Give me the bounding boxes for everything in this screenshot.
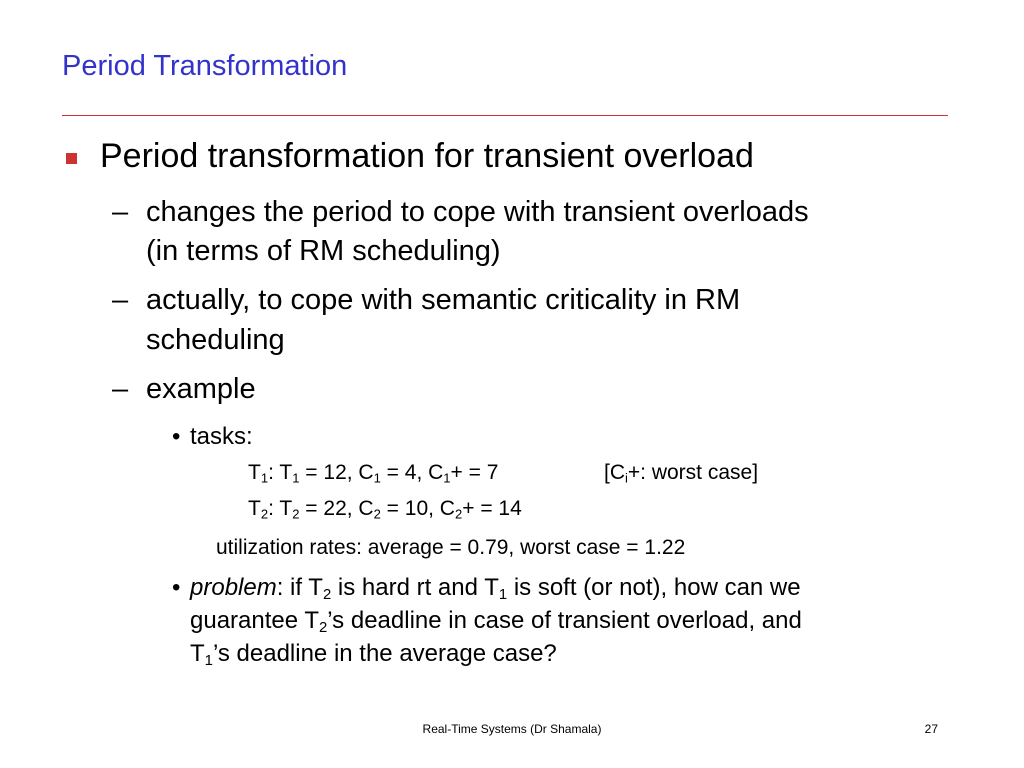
dash-marker: –: [112, 373, 129, 405]
dot-bullet-icon: •: [172, 423, 181, 450]
task-1-line: $T_1$: $T_1 = 12$, $C_1 = 4$, $C_1+ = 7$: [248, 461, 499, 486]
problem-line-3: $T_1’s$ deadline in the average case?: [190, 640, 557, 670]
footer-text: Real-Time Systems (Dr Shamala): [422, 722, 602, 736]
dot-bullet-icon: •: [172, 574, 181, 601]
sub-bullet-2-line-1: actually, to cope with semantic criticality in RM: [146, 284, 741, 316]
task-2-line: $T_2$: $T_2 = 22$, $C_2 = 10$, $C_2+ = 14$: [248, 497, 522, 522]
worst-case-note: [$C_i+$: worst case]: [604, 461, 759, 486]
bullet-main: Period transformation for transient overload: [100, 137, 754, 175]
problem-line-1: problem: if $T_2$ is hard rt and $T_1$ is soft (or not), how can we: [190, 574, 801, 604]
page-number: 27: [924, 722, 938, 736]
sub-bullet-3-line-1: example: [146, 373, 256, 405]
sub-bullet-2-line-2: scheduling: [146, 324, 285, 356]
utilization-line: utilization rates: average = 0.79, worst case = 1.22: [216, 536, 686, 559]
square-bullet-icon: [66, 153, 77, 164]
sub-bullet-1-line-1: changes the period to cope with transient overloads: [146, 196, 809, 228]
tasks-label: tasks:: [190, 423, 253, 450]
dash-marker: –: [112, 284, 129, 316]
slide-title: Period Transformation: [62, 50, 348, 82]
dash-marker: –: [112, 196, 129, 228]
title-divider: [62, 115, 948, 116]
sub-bullet-1-line-2: (in terms of RM scheduling): [146, 235, 501, 267]
problem-line-2: guarantee $T_2’s$ deadline in case of transient overload, and: [190, 607, 802, 637]
